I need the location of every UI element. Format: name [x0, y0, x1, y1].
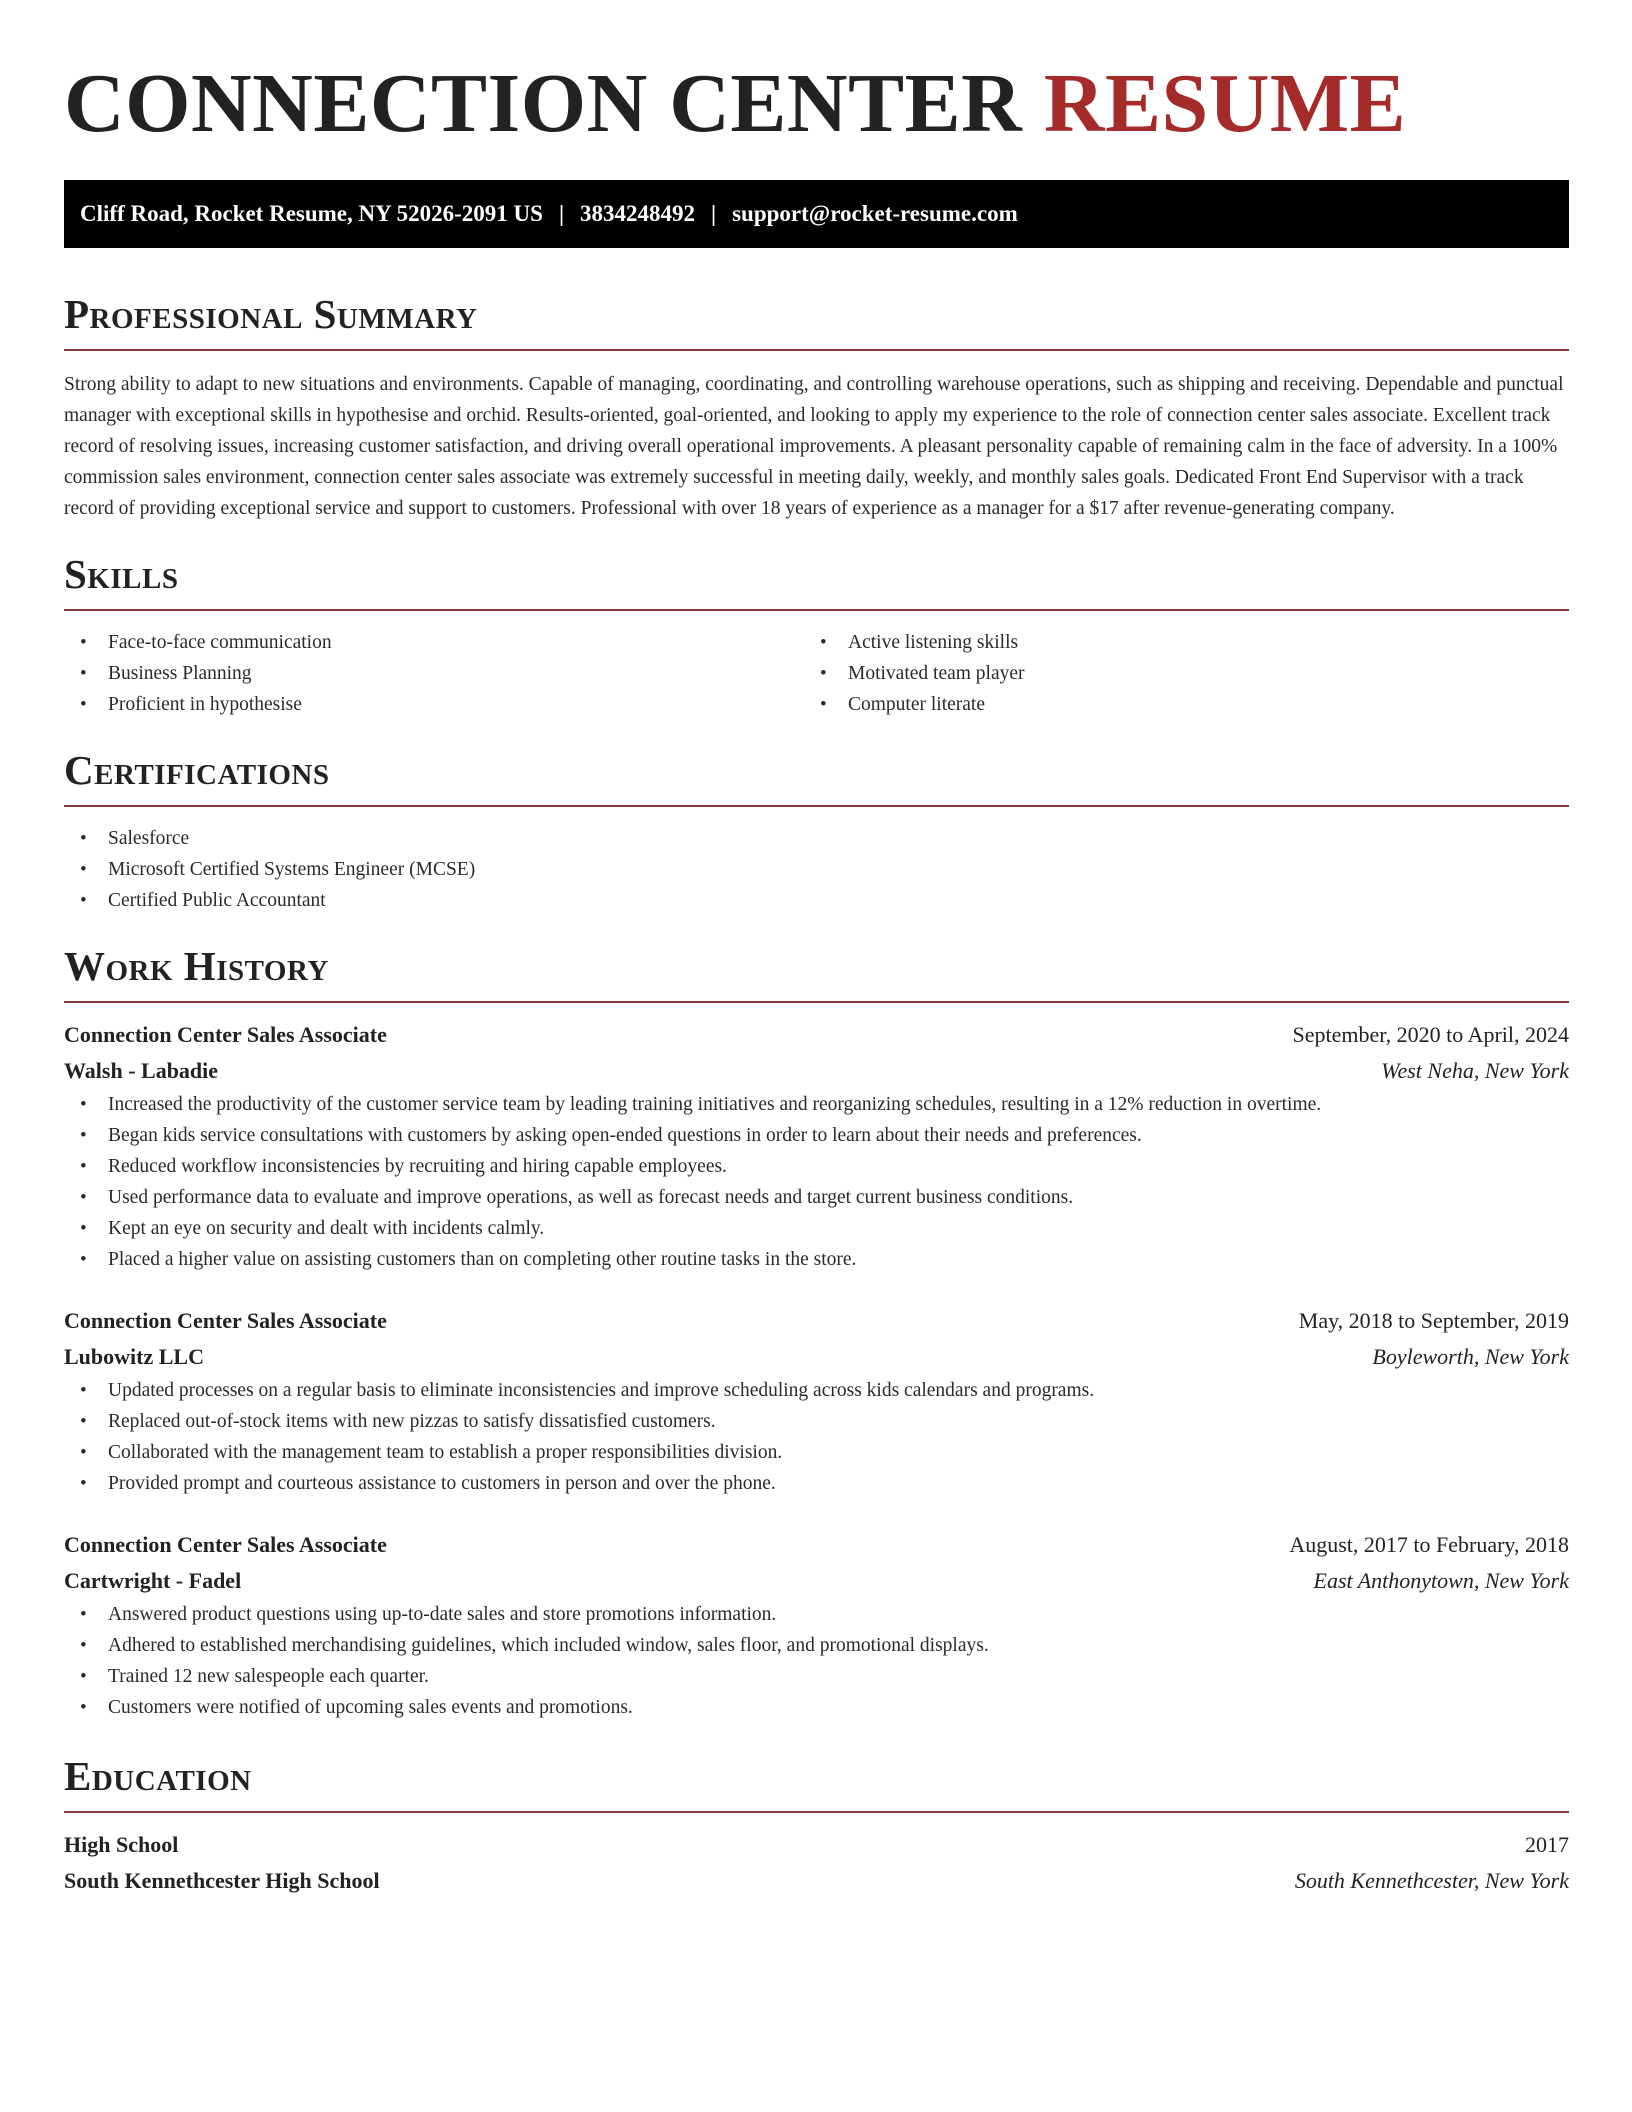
certification-item: • Certified Public Accountant — [64, 885, 1569, 916]
skill-item: • Computer literate — [804, 689, 1544, 720]
skills-grid — [64, 627, 1569, 720]
skill-item: • Face-to-face communication — [64, 627, 804, 658]
contact-separator: | — [711, 201, 717, 226]
resume-title — [64, 0, 1569, 152]
skills-list-right — [804, 627, 1544, 720]
job-bullet: • Reduced workflow inconsistencies by recruiting and hiring capable employees. — [64, 1151, 1569, 1182]
job-dates: May, 2018 to September, 2019 — [1298, 1308, 1569, 1333]
job-bullet: • Customers were notified of upcoming sales events and promotions. — [64, 1692, 1569, 1723]
job-header-row — [64, 1303, 1569, 1339]
summary-text: Strong ability to adapt to new situations and environments. Capable of managing, coordinating, and controlling warehouse operations, such as shipping and receiving. Dependable and punctual manager with exceptional skills in hypothesise and orchid. Results-oriented, goal-oriented, and looking to apply my experience to the role of connection center sales associate. Excellent track record of resolving issues, increasing customer satisfaction, and driving overall operational improvements. A pleasant personality capable of remaining calm in the face of adversity. In a 100% commission sales environment, connection center sales associate was extremely successful in meeting daily, weekly, and monthly sales goals. Dedicated Front End Supervisor with a track record of providing exceptional service and support to customers. Professional with over 18 years of experience as a manager for a $17 after revenue-generating company. — [64, 374, 1564, 519]
skill-item: • Active listening skills — [804, 627, 1544, 658]
job-location: Boyleworth, New York — [1372, 1344, 1569, 1369]
job-entry — [64, 1017, 1569, 1275]
certifications-list — [64, 823, 1569, 916]
job-bullet: • Provided prompt and courteous assistance to customers in person and over the phone. — [64, 1468, 1569, 1499]
title-main: CONNECTION CENTER — [64, 57, 1023, 150]
contact-address: Cliff Road, Rocket Resume, NY 52026-2091 US — [80, 201, 543, 226]
education-degree: High School — [64, 1832, 179, 1857]
job-bullet: • Collaborated with the management team to establish a proper responsibilities division. — [64, 1437, 1569, 1468]
education-school: South Kennethcester High School — [64, 1868, 380, 1893]
contact-separator: | — [558, 201, 565, 226]
job-company-row — [64, 1053, 1569, 1089]
job-bullet: • Increased the productivity of the customer service team by leading training initiatives and reorganizing schedules, resulting in a 12% reduction in overtime. — [64, 1089, 1569, 1120]
job-bullet: • Replaced out-of-stock items with new pizzas to satisfy dissatisfied customers. — [64, 1406, 1569, 1437]
skills-column-left — [64, 627, 804, 720]
job-bullet-list — [64, 1089, 1569, 1275]
job-title: Connection Center Sales Associate — [64, 1308, 387, 1333]
job-location: West Neha, New York — [1381, 1058, 1569, 1083]
certifications-heading: Certifications — [64, 747, 330, 793]
section-divider — [64, 1811, 1569, 1813]
contact-bar — [64, 180, 1569, 248]
education-school-row — [64, 1863, 1569, 1899]
section-divider — [64, 609, 1569, 611]
job-entry — [64, 1303, 1569, 1499]
job-bullet: • Placed a higher value on assisting customers than on completing other routine tasks in the store. — [64, 1244, 1569, 1275]
education-location: South Kennethcester, New York — [1294, 1868, 1569, 1893]
title-accent: RESUME — [1043, 57, 1407, 150]
job-dates: September, 2020 to April, 2024 — [1292, 1022, 1569, 1047]
summary-heading: Professional Summary — [64, 291, 478, 337]
job-title: Connection Center Sales Associate — [64, 1532, 387, 1557]
job-company-row — [64, 1339, 1569, 1375]
job-company: Walsh - Labadie — [64, 1058, 219, 1083]
resume-page — [64, 0, 1569, 1899]
section-divider — [64, 349, 1569, 351]
job-bullet: • Answered product questions using up-to-date sales and store promotions information. — [64, 1599, 1569, 1630]
skills-column-right — [804, 627, 1544, 720]
job-location: East Anthonytown, New York — [1313, 1568, 1569, 1593]
job-bullet: • Adhered to established merchandising guidelines, which included window, sales floor, and promotional displays. — [64, 1630, 1569, 1661]
job-company-row — [64, 1563, 1569, 1599]
section-divider — [64, 805, 1569, 807]
job-bullet-list — [64, 1599, 1569, 1723]
job-header-row — [64, 1017, 1569, 1053]
skill-item: • Business Planning — [64, 658, 804, 689]
skill-item: • Proficient in hypothesise — [64, 689, 804, 720]
job-company: Lubowitz LLC — [64, 1344, 204, 1369]
education-heading: Education — [64, 1753, 252, 1799]
job-bullet: • Began kids service consultations with customers by asking open-ended questions in order to learn about their needs and preferences. — [64, 1120, 1569, 1151]
job-bullet: • Updated processes on a regular basis to eliminate inconsistencies and improve scheduling across kids calendars and programs. — [64, 1375, 1569, 1406]
work-history-section — [64, 941, 1569, 1723]
certification-item: • Microsoft Certified Systems Engineer (MCSE) — [64, 854, 1569, 885]
job-bullet-list — [64, 1375, 1569, 1499]
education-section — [64, 1751, 1569, 1899]
section-divider — [64, 1001, 1569, 1003]
job-bullet: • Trained 12 new salespeople each quarter. — [64, 1661, 1569, 1692]
contact-email: support@rocket-resume.com — [732, 201, 1018, 226]
education-year: 2017 — [1525, 1832, 1569, 1857]
skills-section — [64, 549, 1569, 720]
skills-heading: Skills — [64, 551, 179, 597]
work-history-heading: Work History — [64, 943, 329, 989]
job-bullet: • Used performance data to evaluate and improve operations, as well as forecast needs and target current business conditions. — [64, 1182, 1569, 1213]
education-degree-row — [64, 1827, 1569, 1863]
skills-list-left — [64, 627, 804, 720]
job-dates: August, 2017 to February, 2018 — [1289, 1532, 1569, 1557]
education-entry — [64, 1827, 1569, 1899]
job-title: Connection Center Sales Associate — [64, 1022, 387, 1047]
job-bullet: • Kept an eye on security and dealt with incidents calmly. — [64, 1213, 1569, 1244]
summary-section — [64, 289, 1569, 524]
certifications-section — [64, 745, 1569, 916]
certification-item: • Salesforce — [64, 823, 1569, 854]
job-entry — [64, 1527, 1569, 1723]
contact-phone: 3834248492 — [580, 201, 696, 226]
job-company: Cartwright - Fadel — [64, 1568, 242, 1593]
job-header-row — [64, 1527, 1569, 1563]
skill-item: • Motivated team player — [804, 658, 1544, 689]
